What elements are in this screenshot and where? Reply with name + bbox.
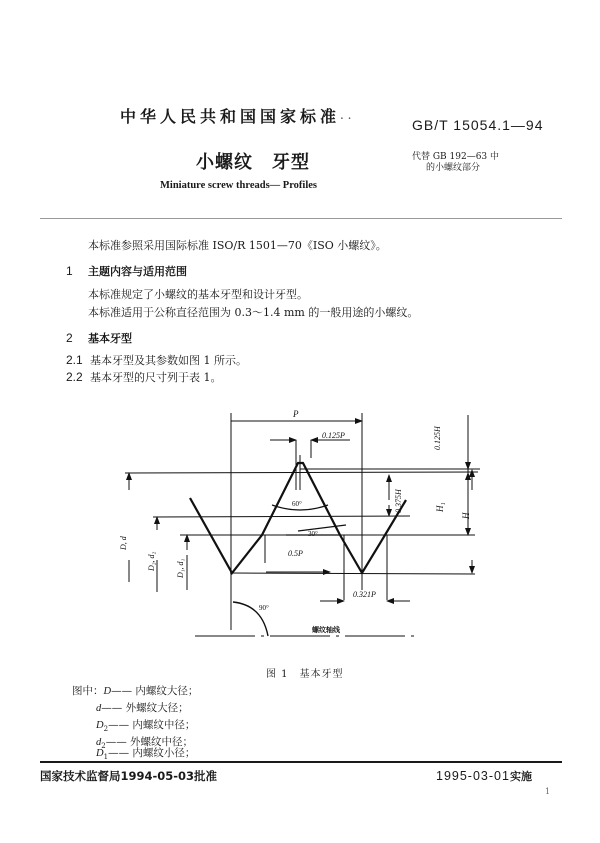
page-number: 1 bbox=[545, 787, 551, 796]
section-2-heading bbox=[66, 330, 132, 346]
legend-prefix: 图中： bbox=[72, 685, 104, 697]
legend-symbol: D bbox=[96, 720, 104, 731]
legend-symbol: d bbox=[96, 737, 102, 748]
label-h: H bbox=[461, 512, 471, 519]
standard-code: GB/T 15054.1—94 bbox=[412, 117, 544, 133]
label-crest-flat: 0.125P bbox=[322, 431, 345, 440]
label-right-angle: 90° bbox=[259, 604, 269, 612]
label-thread-axis: 螺纹轴线 bbox=[312, 626, 340, 634]
legend-item-2 bbox=[96, 700, 189, 715]
legend-subscript: 2 bbox=[103, 725, 109, 734]
legend-symbol: D bbox=[96, 748, 104, 759]
replaces-line-2: 的小螺纹部分 bbox=[426, 163, 481, 173]
legend-desc: —— 内螺纹小径； bbox=[108, 747, 196, 759]
replaces-line-1: 代替 GB 192—63 中 bbox=[412, 152, 500, 162]
effective-date: 1995-03-01 bbox=[436, 769, 510, 783]
label-half-pitch: 0.5P bbox=[288, 549, 303, 558]
figure-caption: 图 1 基本牙型 bbox=[266, 669, 344, 680]
header-divider bbox=[40, 218, 562, 219]
label-flank-angle: 60° bbox=[292, 500, 302, 508]
label-half-angle: 30° bbox=[308, 530, 318, 538]
clause-2-2 bbox=[66, 369, 222, 385]
effective-note bbox=[436, 768, 532, 784]
legend-desc: —— 内螺纹中径； bbox=[108, 719, 196, 731]
label-pitch: P bbox=[293, 409, 299, 419]
legend-item-1 bbox=[72, 683, 198, 698]
document-title-en: Miniature screw threads— Profiles bbox=[160, 180, 317, 191]
standard-body-title: 中华人民共和国国家标准 bbox=[120, 107, 341, 126]
label-h1: H₁ bbox=[435, 502, 445, 512]
effective-label: 实施 bbox=[509, 770, 532, 783]
legend-symbol: d bbox=[96, 703, 102, 714]
legend-desc: —— 外螺纹大径； bbox=[101, 702, 189, 714]
section-2-number: 2 bbox=[66, 331, 73, 345]
legend-subscript: 1 bbox=[103, 753, 109, 762]
label-minor-dia: D₁, d₁ bbox=[176, 558, 185, 578]
section-1-paragraph-2: 本标准适用于公称直径范围为 0.3～1.4 mm 的一般用途的小螺纹。 bbox=[88, 306, 419, 319]
label-crest-height: 0.125H bbox=[433, 426, 442, 450]
label-major-dia: D, d bbox=[119, 536, 128, 550]
section-1-number: 1 bbox=[66, 264, 73, 278]
clause-2-1 bbox=[66, 352, 247, 368]
legend-item-3 bbox=[96, 717, 195, 733]
clause-2-1-text: 基本牙型及其参数如图 1 所示。 bbox=[90, 354, 247, 367]
legend-subscript: 2 bbox=[101, 742, 106, 751]
clause-2-1-number: 2.1 bbox=[66, 353, 83, 367]
document-title-cn: 小螺纹 牙型 bbox=[196, 152, 310, 173]
label-depth-375: 0.375H bbox=[394, 489, 403, 513]
header-dots: . . bbox=[340, 108, 352, 122]
legend-desc: —— 内螺纹大径； bbox=[111, 685, 199, 697]
legend-item-5 bbox=[96, 745, 195, 761]
legend-desc: —— 外螺纹中径； bbox=[105, 736, 194, 748]
replaces-note bbox=[412, 152, 499, 174]
clause-2-2-text: 基本牙型的尺寸列于表 1。 bbox=[90, 371, 222, 384]
intro-paragraph: 本标准参照采用国际标准 ISO/R 1501—70《ISO 小螺纹》。 bbox=[88, 239, 387, 252]
footer-divider bbox=[40, 761, 562, 763]
clause-2-2-number: 2.2 bbox=[66, 370, 83, 384]
section-1-heading bbox=[66, 263, 187, 279]
section-1-paragraph-1: 本标准规定了小螺纹的基本牙型和设计牙型。 bbox=[88, 288, 308, 301]
label-root-flat: 0.321P bbox=[353, 590, 376, 599]
section-1-title: 主题内容与适用范围 bbox=[88, 265, 187, 278]
approval-note: 国家技术监督局1994-05-03批准 bbox=[40, 769, 218, 783]
section-2-title: 基本牙型 bbox=[88, 332, 132, 345]
legend-symbol: D bbox=[103, 686, 112, 697]
label-pitch-dia: D₂, d₂ bbox=[147, 551, 156, 571]
thread-profile-diagram bbox=[0, 395, 600, 660]
